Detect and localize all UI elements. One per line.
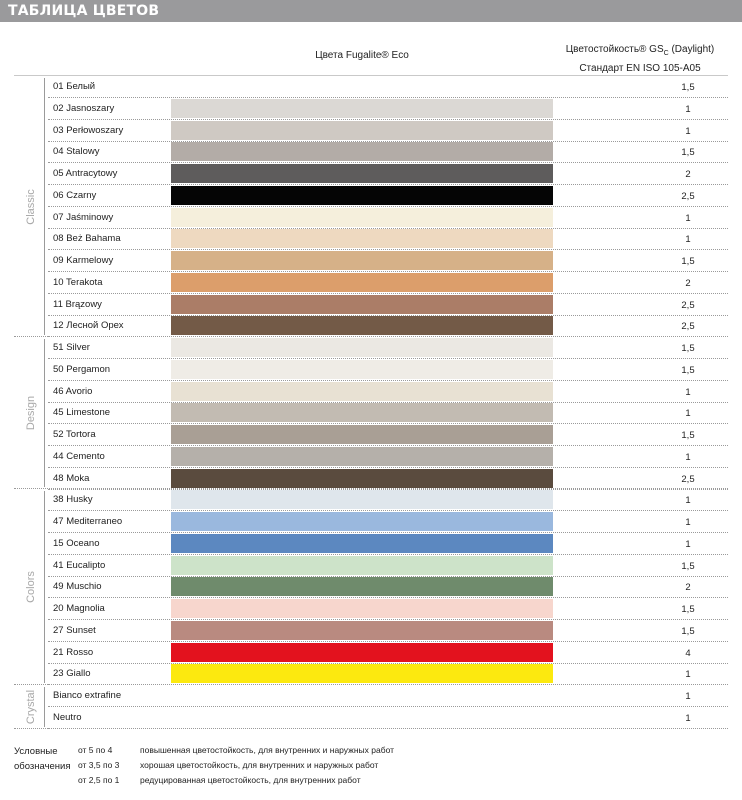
color-row [48, 685, 728, 707]
color-name: 10 Terakota [53, 276, 103, 288]
color-name: Neutro [53, 711, 82, 723]
color-name: 45 Limestone [53, 407, 111, 419]
color-fastness-value: 1,5 [681, 147, 695, 159]
group-label: Colors [25, 571, 37, 604]
color-fastness-value: 2 [685, 169, 691, 180]
color-fastness-value: 2,5 [681, 190, 695, 202]
color-fastness-value: 2 [685, 582, 691, 594]
color-swatch [171, 186, 553, 205]
legend-description-1: повышенная цветостойкость, для внутренних и наружных работ [140, 745, 395, 755]
color-fastness-value: 1,5 [681, 82, 695, 93]
group-bracket [44, 339, 45, 487]
color-name: 46 Avorio [53, 385, 93, 397]
color-swatch [171, 121, 553, 140]
color-fastness-value: 4 [685, 647, 691, 659]
color-row [48, 468, 728, 490]
group-label: Classic [25, 188, 37, 225]
legend-range-1: от 5 по 4 [78, 745, 113, 755]
color-row [48, 576, 728, 598]
legend-description-2: хорошая цветостойкость, для внутренних и наружных работ [140, 760, 379, 770]
color-fastness-value: 1 [685, 212, 691, 224]
legend-title-line1: Условные [14, 746, 58, 757]
color-fastness-value: 1 [685, 691, 691, 702]
color-fastness-value: 1 [685, 451, 691, 463]
color-name: 21 Rosso [53, 646, 94, 658]
color-fastness-value: 1 [685, 517, 691, 528]
color-row [48, 642, 728, 664]
color-name: 20 Magnolia [53, 603, 105, 614]
color-swatch [171, 316, 553, 335]
color-swatch [171, 273, 553, 292]
color-row [48, 185, 728, 207]
color-row [48, 707, 728, 729]
color-row [48, 381, 728, 403]
color-row [48, 120, 728, 142]
color-fastness-value: 1 [685, 125, 691, 137]
color-fastness-value: 1,5 [681, 604, 695, 615]
color-name: 03 Perłowoszary [53, 124, 124, 136]
color-fastness-column-header [555, 42, 725, 76]
color-fastness-value: 1 [685, 103, 691, 115]
color-name: 47 Mediterraneo [53, 516, 123, 527]
color-swatch [171, 599, 553, 618]
color-name: 38 Husky [53, 494, 93, 506]
color-swatch [171, 99, 553, 118]
color-fastness-value: 2,5 [681, 299, 695, 311]
color-row [48, 555, 728, 577]
color-fastness-header-line1 [555, 42, 725, 61]
color-fastness-value: 1 [685, 408, 691, 420]
color-row [48, 598, 728, 620]
color-fastness-value: 2,5 [681, 321, 695, 333]
legend-title-line2: обозначения [14, 761, 71, 772]
color-fastness-value: 1,5 [681, 364, 695, 376]
color-swatch [171, 664, 553, 683]
color-name: 06 Czarny [53, 189, 97, 201]
color-name: 27 Sunset [53, 624, 96, 636]
color-name: 01 Белый [53, 81, 96, 92]
color-row [48, 207, 728, 229]
page-title: ТАБЛИЦА ЦВЕТОВ [8, 3, 160, 19]
color-row [48, 446, 728, 468]
group-label: Crystal [25, 689, 37, 724]
group-bracket [44, 491, 45, 683]
group-label: Design [25, 396, 37, 431]
color-name: 02 Jasnoszary [53, 102, 115, 114]
color-fastness-value: 1 [685, 712, 691, 724]
color-swatch [171, 643, 553, 662]
color-fastness-value: 1,5 [681, 256, 695, 267]
color-row [48, 76, 728, 98]
color-row [48, 337, 728, 359]
color-name: 08 Beż Bahama [53, 233, 121, 245]
color-fastness-value: 1,5 [681, 625, 695, 637]
color-fastness-value: 1 [685, 386, 691, 398]
color-swatch [171, 621, 553, 640]
legend-description-3: редуцированная цветостойкость, для внутренних работ [140, 775, 361, 785]
color-name: 49 Muschio [53, 581, 102, 593]
color-name: 23 Giallo [53, 668, 91, 680]
title-bar [0, 0, 742, 22]
color-fastness-header-tail: (Daylight) [668, 44, 715, 55]
color-swatch [171, 403, 553, 422]
color-swatch [171, 142, 553, 161]
color-fastness-standard: Стандарт EN ISO 105-A05 [579, 63, 701, 74]
color-name: 15 Oceano [53, 537, 100, 549]
color-row [48, 98, 728, 120]
table-bottom-divider [14, 728, 728, 729]
color-fastness-value: 1 [685, 669, 691, 681]
color-fastness-header-main: Цветостойкость® GS [565, 44, 664, 55]
color-row [48, 663, 728, 685]
color-fastness-value: 1,5 [681, 560, 695, 572]
color-row [48, 272, 728, 294]
color-name: Bianco extrafine [53, 690, 122, 701]
color-row [48, 250, 728, 272]
color-fastness-value: 1 [685, 538, 691, 550]
color-name: 52 Tortora [53, 429, 96, 440]
color-row [48, 163, 728, 185]
color-swatch [171, 512, 553, 531]
color-name: 50 Pergamon [53, 363, 111, 375]
color-fastness-value: 1 [685, 234, 691, 246]
color-swatch [171, 686, 553, 705]
color-swatch [171, 469, 553, 488]
color-name: 12 Лесной Орех [53, 320, 124, 332]
color-name: 51 Silver [53, 342, 90, 353]
color-name: 41 Eucalipto [53, 559, 106, 571]
colors-column-header: Цвета Fugalite® Eco [315, 50, 409, 61]
color-name: 44 Cemento [53, 450, 105, 462]
color-name: 04 Stalowy [53, 146, 100, 158]
color-name: 05 Antracytowy [53, 168, 118, 179]
color-row [48, 620, 728, 642]
color-row [48, 359, 728, 381]
color-swatch [171, 556, 553, 575]
legend-range-2: от 3,5 по 3 [78, 760, 120, 770]
color-name: 48 Moka [53, 472, 90, 484]
group-bracket [44, 687, 45, 727]
color-swatch [171, 447, 553, 466]
group-bracket [44, 78, 45, 335]
legend-range-3: от 2,5 по 1 [78, 775, 120, 785]
color-fastness-value: 2 [685, 277, 691, 289]
color-fastness-value: 1,5 [681, 430, 695, 441]
color-swatch [171, 338, 553, 357]
color-swatch [171, 164, 553, 183]
color-swatch [171, 295, 553, 314]
color-swatch [171, 360, 553, 379]
color-row [48, 533, 728, 555]
color-swatch [171, 208, 553, 227]
color-name: 11 Brązowy [53, 298, 102, 310]
color-name: 07 Jaśminowy [53, 211, 114, 223]
color-swatch [171, 708, 553, 727]
color-swatch [171, 229, 553, 248]
color-swatch [171, 251, 553, 270]
color-swatch [171, 382, 553, 401]
color-swatch [171, 577, 553, 596]
legend-title [14, 744, 71, 774]
color-swatch [171, 77, 553, 96]
color-fastness-header-subscript: C [663, 50, 669, 57]
color-fastness-value: 2,5 [681, 473, 695, 485]
color-row [48, 511, 728, 533]
color-fastness-value: 1 [685, 495, 691, 507]
color-row [48, 294, 728, 316]
color-name: 09 Karmelowy [53, 255, 114, 266]
color-row [48, 424, 728, 446]
color-row [48, 489, 728, 511]
color-swatch [171, 490, 553, 509]
color-fastness-value: 1,5 [681, 343, 695, 354]
color-swatch [171, 425, 553, 444]
color-row [48, 315, 728, 337]
color-row [48, 228, 728, 250]
color-swatch [171, 534, 553, 553]
color-row [48, 141, 728, 163]
color-row [48, 402, 728, 424]
